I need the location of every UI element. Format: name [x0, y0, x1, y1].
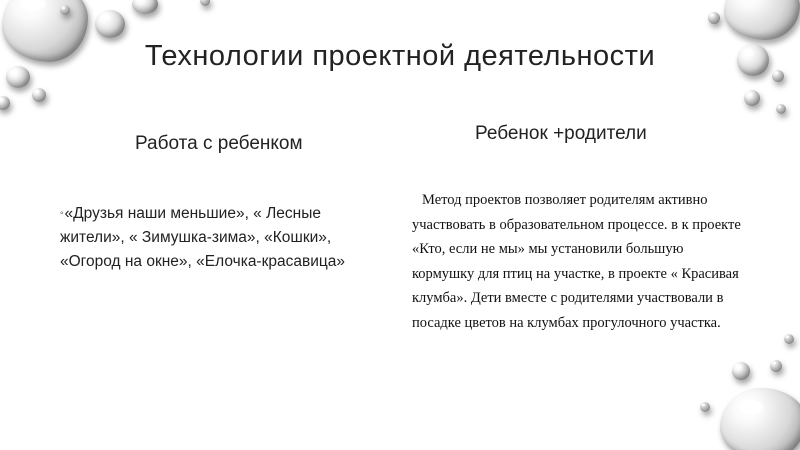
slide-title: Технологии проектной деятельности	[144, 40, 656, 72]
water-drop-icon	[0, 96, 10, 110]
right-column-text: Метод проектов позволяет родителям активно участвовать в образовательном процессе. в к проекте «Кто, если не мы» мы установили большую кормушку для птиц на участке, в проекте « Красивая клумба». Дети вместе с родителями участвовали в посадке цветов на клумбах прогулочного участка.	[412, 192, 741, 331]
water-drop-icon	[200, 0, 210, 6]
left-column-text-block	[60, 202, 380, 274]
water-drop-icon	[708, 12, 720, 24]
water-drop-icon	[724, 0, 800, 40]
water-drop-icon	[784, 334, 794, 344]
right-column-text-block	[412, 188, 742, 335]
water-drop-icon	[60, 5, 70, 15]
water-drop-icon	[732, 362, 750, 380]
water-drop-icon	[95, 10, 125, 38]
left-column-heading: Работа с ребенком	[135, 133, 303, 154]
water-drop-icon	[32, 88, 46, 102]
water-drop-icon	[744, 90, 760, 106]
water-drop-icon	[132, 0, 158, 14]
left-column-text: «Друзья наши меньшие», « Лесные жители», « Зимушка-зима», «Кошки», «Огород на окне», «Елочка-красавица»	[60, 205, 346, 271]
water-drop-icon	[776, 104, 786, 114]
right-column-heading: Ребенок +родители	[475, 123, 647, 144]
bullet-icon: ◦	[60, 208, 64, 219]
water-drop-icon	[770, 360, 782, 372]
water-drop-icon	[700, 402, 710, 412]
water-drop-icon	[720, 388, 800, 450]
